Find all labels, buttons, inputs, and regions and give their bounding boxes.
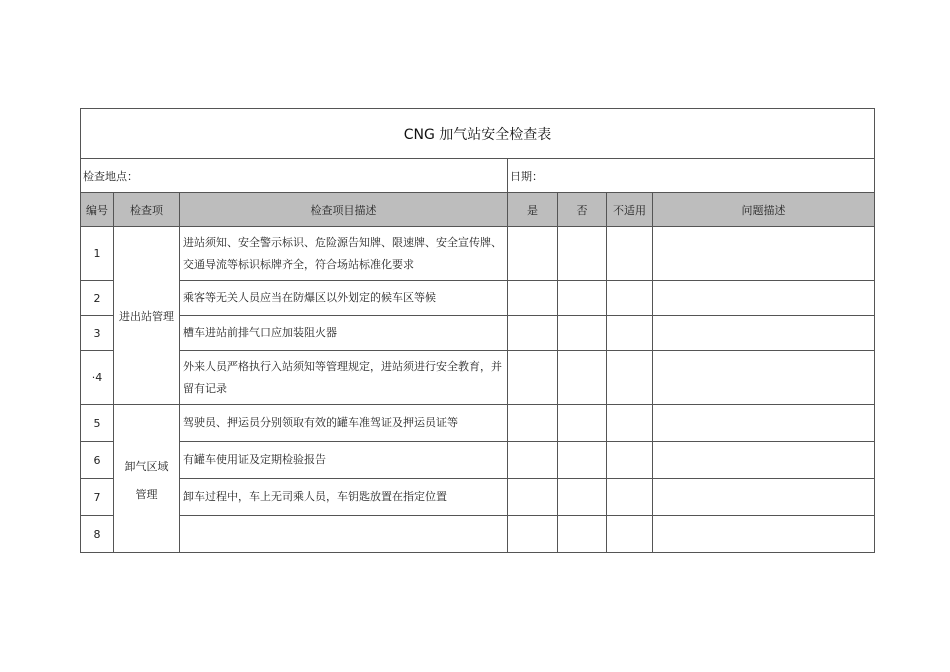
- row-description: 乘客等无关人员应当在防爆区以外划定的候车区等候: [180, 281, 508, 316]
- na-cell[interactable]: [607, 316, 653, 351]
- row-description: 驾驶员、押运员分别领取有效的罐车准驾证及押运员证等: [180, 405, 508, 442]
- group-label-line1: 卸气区域: [124, 459, 169, 473]
- no-cell[interactable]: [558, 316, 607, 351]
- no-cell[interactable]: [558, 405, 607, 442]
- header-not-applicable: 不适用: [607, 193, 653, 227]
- row-description: 有罐车使用证及定期检验报告: [180, 442, 508, 479]
- yes-cell[interactable]: [508, 479, 558, 516]
- header-yes: 是: [508, 193, 558, 227]
- issue-cell[interactable]: [653, 351, 875, 405]
- na-cell[interactable]: [607, 516, 653, 553]
- issue-cell[interactable]: [653, 316, 875, 351]
- row-description: 槽车进站前排气口应加装阻火器: [180, 316, 508, 351]
- header-no: 否: [558, 193, 607, 227]
- row-number: 3: [81, 316, 114, 351]
- yes-cell[interactable]: [508, 281, 558, 316]
- row-number: 1: [81, 227, 114, 281]
- table-row: [81, 479, 875, 516]
- yes-cell[interactable]: [508, 442, 558, 479]
- na-cell[interactable]: [607, 351, 653, 405]
- no-cell[interactable]: [558, 516, 607, 553]
- row-number: 6: [81, 442, 114, 479]
- issue-cell[interactable]: [653, 516, 875, 553]
- group-entry-exit-management: 进出站管理: [114, 227, 180, 405]
- na-cell[interactable]: [607, 405, 653, 442]
- yes-cell[interactable]: [508, 351, 558, 405]
- row-description: [180, 516, 508, 553]
- table-title: CNG 加气站安全检查表: [81, 109, 875, 159]
- no-cell[interactable]: [558, 351, 607, 405]
- row-number: 5: [81, 405, 114, 442]
- issue-cell[interactable]: [653, 281, 875, 316]
- table-row: [81, 227, 875, 281]
- table-row: [81, 351, 875, 405]
- safety-checklist-table: [80, 108, 875, 553]
- issue-cell[interactable]: [653, 442, 875, 479]
- group-label-line2: 管理: [135, 487, 158, 501]
- header-row: [81, 193, 875, 227]
- no-cell[interactable]: [558, 281, 607, 316]
- issue-cell[interactable]: [653, 227, 875, 281]
- row-number: ·4: [81, 351, 114, 405]
- yes-cell[interactable]: [508, 405, 558, 442]
- no-cell[interactable]: [558, 227, 607, 281]
- row-description: 卸车过程中，车上无司乘人员，车钥匙放置在指定位置: [180, 479, 508, 516]
- table-row: [81, 442, 875, 479]
- issue-cell[interactable]: [653, 479, 875, 516]
- yes-cell[interactable]: [508, 516, 558, 553]
- header-number: 编号: [81, 193, 114, 227]
- na-cell[interactable]: [607, 479, 653, 516]
- date-field[interactable]: 日期：: [508, 159, 875, 193]
- header-description: 检查项目描述: [180, 193, 508, 227]
- na-cell[interactable]: [607, 281, 653, 316]
- no-cell[interactable]: [558, 442, 607, 479]
- header-issue-description: 问题描述: [653, 193, 875, 227]
- row-description: 外来人员严格执行入站须知等管理规定，进站须进行安全教育，并留有记录: [180, 351, 508, 405]
- no-cell[interactable]: [558, 479, 607, 516]
- row-number: 8: [81, 516, 114, 553]
- table-row: [81, 516, 875, 553]
- group-unloading-area-management: [114, 405, 180, 553]
- location-field[interactable]: 检查地点：: [81, 159, 508, 193]
- yes-cell[interactable]: [508, 227, 558, 281]
- na-cell[interactable]: [607, 442, 653, 479]
- table-row: [81, 316, 875, 351]
- row-number: 7: [81, 479, 114, 516]
- row-description: 进站须知、安全警示标识、危险源告知牌、限速牌、安全宣传牌、交通导流等标识标牌齐全，符合场站标准化要求: [180, 227, 508, 281]
- na-cell[interactable]: [607, 227, 653, 281]
- header-item: 检查项: [114, 193, 180, 227]
- table-row: [81, 405, 875, 442]
- yes-cell[interactable]: [508, 316, 558, 351]
- table-row: [81, 281, 875, 316]
- issue-cell[interactable]: [653, 405, 875, 442]
- row-number: 2: [81, 281, 114, 316]
